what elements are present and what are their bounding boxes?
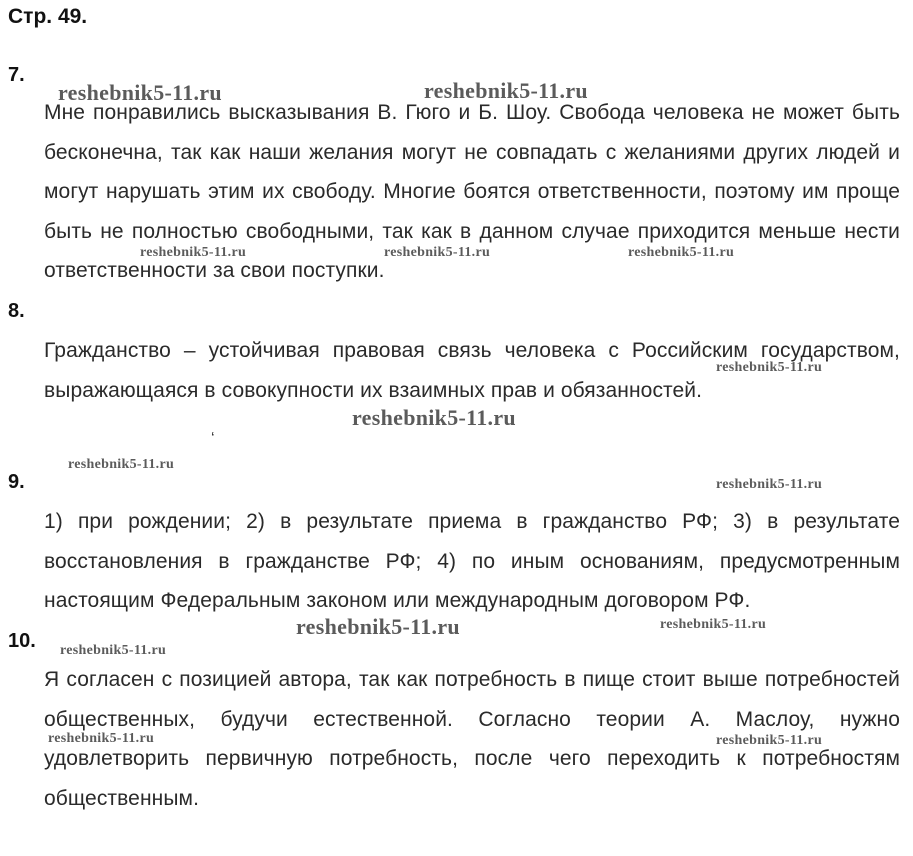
page-title: Стр. 49. bbox=[8, 5, 88, 28]
watermark: reshebnik5-11.ru bbox=[48, 731, 155, 746]
answer-8-text: Гражданство – устойчивая правовая связь человека с Российским государством, выражающаяся в совокупности их взаимных прав и обязанностей. bbox=[44, 339, 900, 402]
question-number-8: 8. bbox=[8, 300, 25, 322]
watermark: reshebnik5-11.ru bbox=[716, 360, 823, 375]
watermark: reshebnik5-11.ru bbox=[660, 617, 767, 632]
answer-9-text: 1) при рождении; 2) в результате приема в гражданство РФ; 3) в результате восстановления в гражданстве РФ; 4) по иным основаниям, предусмотренным настоящим Федеральным законом или международным договором РФ. bbox=[44, 510, 900, 612]
watermark: reshebnik5-11.ru bbox=[424, 78, 588, 103]
stray-mark: ‘ bbox=[211, 430, 215, 447]
watermark: reshebnik5-11.ru bbox=[628, 245, 735, 260]
watermark: reshebnik5-11.ru bbox=[716, 733, 823, 748]
watermark: reshebnik5-11.ru bbox=[68, 457, 175, 472]
watermark: reshebnik5-11.ru bbox=[296, 614, 460, 639]
watermark: reshebnik5-11.ru bbox=[140, 245, 247, 260]
watermark: reshebnik5-11.ru bbox=[60, 643, 167, 658]
answer-10-text: Я согласен с позицией автора, так как потребность в пище стоит выше потребностей общественных, будучи естественной. Согласно теории А. Маслоу, нужно удовлетворить первичную потребность, после чего переходить к потребностям общественным. bbox=[44, 668, 900, 810]
watermark: reshebnik5-11.ru bbox=[58, 80, 222, 105]
question-number-7: 7. bbox=[8, 64, 25, 86]
watermark: reshebnik5-11.ru bbox=[384, 245, 491, 260]
question-number-10: 10. bbox=[8, 630, 36, 652]
answer-7-text: Мне понравились высказывания В. Гюго и Б. Шоу. Свобода человека не может быть бесконечна, так как наши желания могут не совпадать с желаниями других людей и могут нарушать этим их свободу. Многие боятся ответственности, поэтому им проще быть не полностью свободными, так как в данном случае приходится меньше нести ответственности за свои поступки. bbox=[44, 101, 900, 282]
watermark: reshebnik5-11.ru bbox=[352, 405, 516, 430]
question-number-9: 9. bbox=[8, 471, 25, 493]
watermark: reshebnik5-11.ru bbox=[716, 477, 823, 492]
